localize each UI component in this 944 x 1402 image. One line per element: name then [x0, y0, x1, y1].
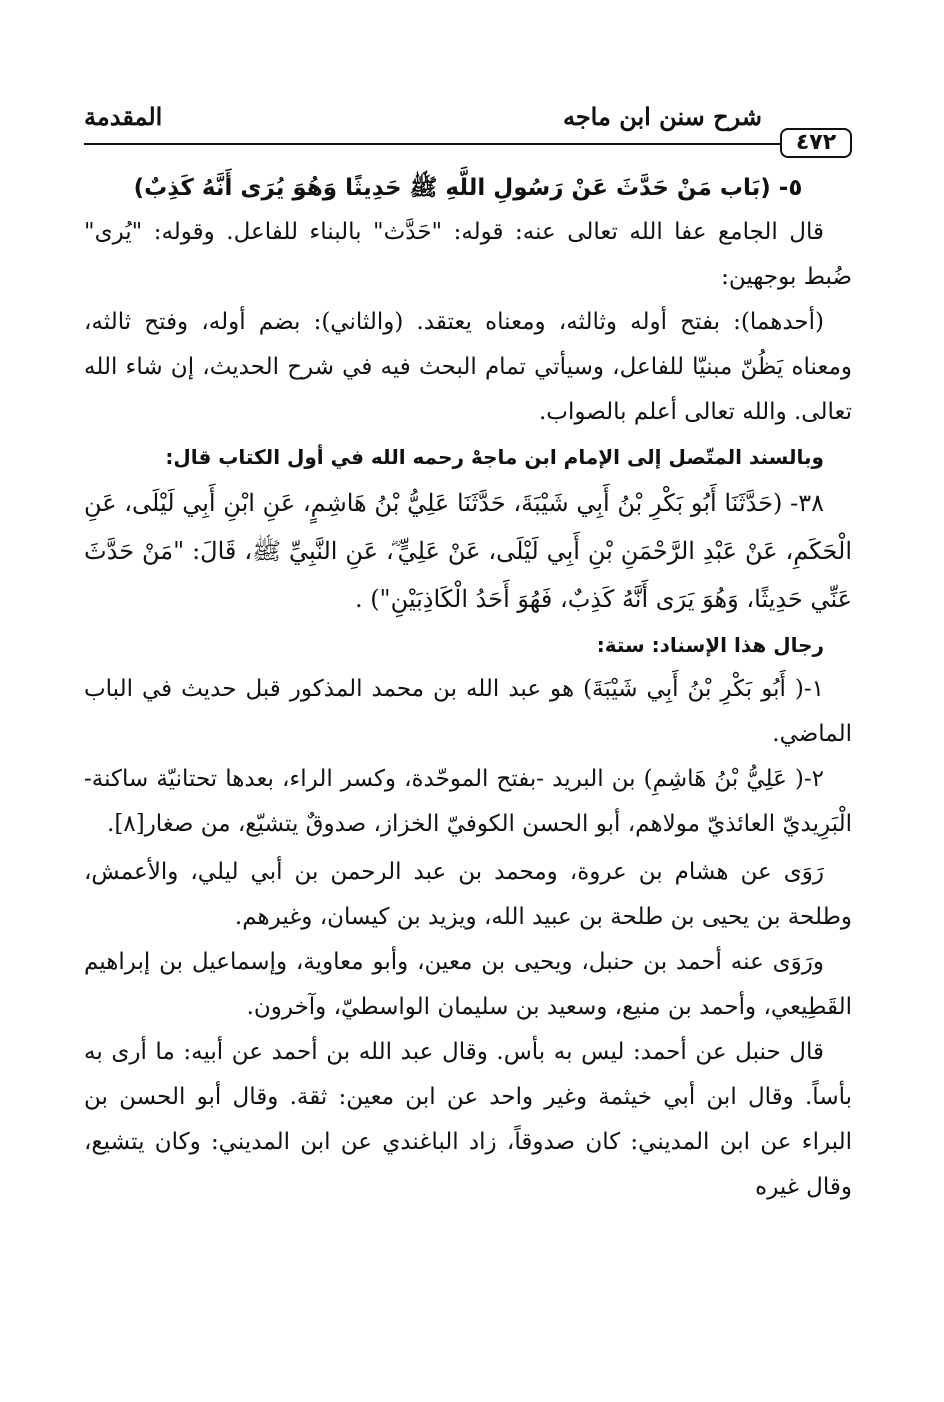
- rijal-heading: رجال هذا الإسناد: ستة:: [596, 633, 824, 657]
- section-title: المقدمة: [84, 102, 163, 131]
- paragraph: قال حنبل عن أحمد: ليس به بأس. وقال عبد الله بن أحمد عن أبيه: ما أرى به بأساً. وقال ابن أبي خيثمة وغير واحد عن ابن معين: ثقة. وقال أبو الحسن بن البراء عن ابن المديني: كان صدوقاً، زاد الباغندي عن ابن المديني: وكان يتشيع، وقال غيره: [84, 1039, 852, 1200]
- paragraph: ورَوَى عنه أحمد بن حنبل، ويحيى بن معين، وأبو معاوية، وإسماعيل بن إبراهيم القَطِيعي، وأحمد بن منيع، وسعيد بن سليمان الواسطيّ، وآخرون.: [84, 949, 852, 1020]
- paragraph: رَوَى عن هشام بن عروة، ومحمد بن عبد الرحمن بن أبي ليلي، والأعمش، وطلحة بن يحيى بن طلحة بن عبيد الله، ويزيد بن كيسان، وغيرهم.: [84, 859, 852, 930]
- page-header: [84, 96, 852, 156]
- page-number: ٤٧٢: [780, 128, 852, 158]
- hadith-text: ٣٨- (حَدَّثَنَا أَبُو بَكْرِ بْنُ أَبِي شَيْبَةَ، حَدَّثَنَا عَلِيُّ بْنُ هَاشِمٍ، عَنِ ابْنِ أَبِي لَيْلَى، عَنِ الْحَكَمِ، عَنْ عَبْدِ الرَّحْمَنِ بْنِ أَبِي لَيْلَى، عَنْ عَلِيٍّ ؓ، عَنِ النَّبِيِّ ﷺ، قَالَ: "مَنْ حَدَّثَ عَنِّي حَدِيثًا، وَهُوَ يَرَى أَنَّهُ كَذِبٌ، فَهُوَ أَحَدُ الْكَاذِبَيْنِ") .: [84, 489, 852, 613]
- paragraph: قال الجامع عفا الله تعالى عنه: قوله: "حَدَّث" بالبناء للفاعل. وقوله: "يُرى" ضُبط بوجهين:: [84, 219, 852, 290]
- chapter-heading: ٥- (بَاب مَنْ حَدَّثَ عَنْ رَسُولِ اللَّهِ ﷺ حَدِيثًا وَهُوَ يُرَى أَنَّهُ كَذِبٌ): [133, 175, 803, 201]
- narrator-entry: ٢-( عَلِيُّ بْنُ هَاشِمِ) بن البريد -بفتح الموحّدة، وكسر الراء، بعدها تحتانيّة ساكنة- الْبَرِيديّ العائذيّ مولاهم، أبو الحسن الكوفيّ الخزاز، صدوقٌ يتشيّع، من صغار[٨].: [84, 766, 852, 837]
- narrator-entry: ١-( أَبُو بَكْرِ بْنُ أَبِي شَيْبَةَ) هو عبد الله بن محمد المذكور قبل حديث في الباب الماضي.: [84, 676, 852, 747]
- isnad-intro: وبالسند المتّصل إلى الإمام ابن ماجهْ رحمه الله في أول الكتاب قال:: [165, 445, 824, 469]
- header-rule: [84, 143, 792, 145]
- page-body: [84, 166, 852, 1210]
- book-title: شرح سنن ابن ماجه: [562, 102, 762, 131]
- paragraph: (أحدهما): بفتح أوله وثالثه، ومعناه يعتقد. (والثاني): بضم أوله، وفتح ثالثه، ومعناه يَظُنّ مبنيّا للفاعل، وسيأتي تمام البحث فيه في شرح الحديث، إن شاء الله تعالى. والله تعالى أعلم بالصواب.: [84, 309, 852, 425]
